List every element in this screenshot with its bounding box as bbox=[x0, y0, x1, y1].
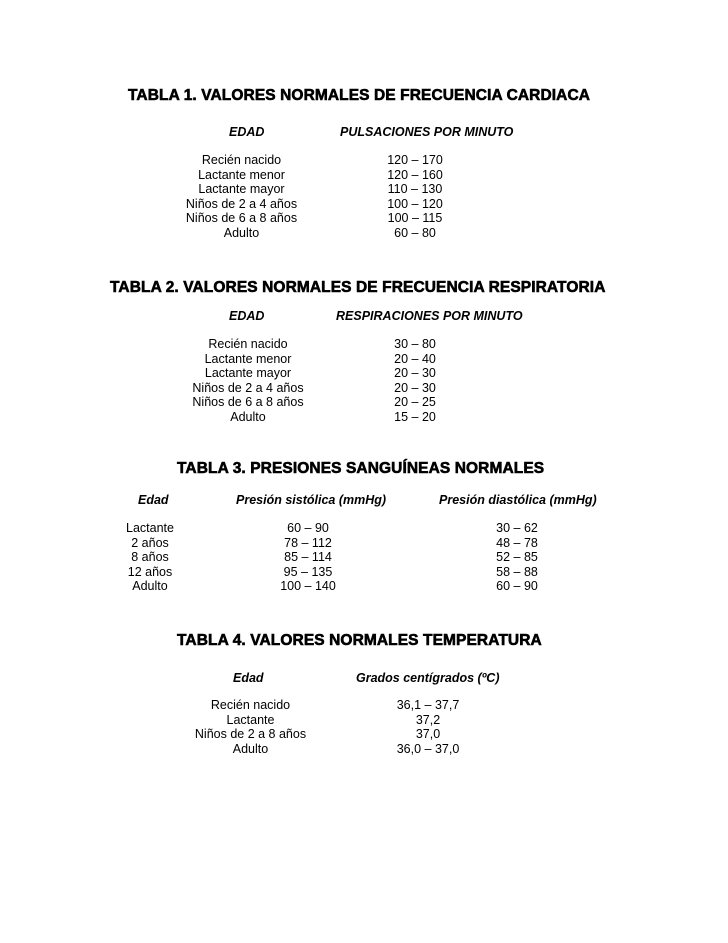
table3-header-edad: Edad bbox=[138, 493, 169, 507]
table-cell: 20 – 25 bbox=[394, 395, 436, 409]
table-cell: 60 – 90 bbox=[287, 521, 329, 535]
table-cell: 48 – 78 bbox=[496, 535, 538, 550]
table4-header-grados: Grados centígrados (ºC) bbox=[356, 671, 500, 685]
table-cell: Adulto bbox=[132, 579, 168, 593]
table-cell: Lactante menor bbox=[204, 351, 292, 366]
table1-col-edad bbox=[180, 153, 303, 240]
table-cell: 60 – 90 bbox=[496, 579, 538, 593]
table-cell: Recién nacido bbox=[208, 337, 288, 351]
table-cell: 20 – 40 bbox=[394, 351, 436, 366]
table-cell: 12 años bbox=[127, 564, 173, 579]
table-cell: Lactante bbox=[126, 521, 174, 535]
table-cell: 78 – 112 bbox=[284, 535, 332, 550]
table-cell: Recién nacido bbox=[201, 153, 282, 167]
table-cell: Lactante mayor bbox=[198, 182, 285, 196]
table4-col-grados bbox=[381, 698, 475, 756]
table-cell: 60 – 80 bbox=[394, 225, 436, 240]
table-cell: 37,0 bbox=[415, 727, 441, 741]
table-cell: Lactante mayor bbox=[204, 366, 292, 380]
table-cell: Adulto bbox=[223, 225, 260, 240]
table2-title: TABLA 2. VALORES NORMALES DE FRECUENCIA RESPIRATORIA bbox=[110, 279, 606, 296]
table3-title: TABLA 3. PRESIONES SANGUÍNEAS NORMALES bbox=[177, 460, 545, 477]
table4-col-edad bbox=[188, 698, 313, 756]
table1-col-pulsaciones bbox=[374, 153, 456, 240]
table-cell: 30 – 62 bbox=[496, 521, 538, 535]
table-cell: 58 – 88 bbox=[496, 564, 538, 579]
table-cell: Adulto bbox=[230, 409, 266, 424]
table-cell: 8 años bbox=[131, 550, 169, 564]
table-cell: 30 – 80 bbox=[394, 337, 436, 351]
table1-title: TABLA 1. VALORES NORMALES DE FRECUENCIA CARDIACA bbox=[128, 87, 591, 104]
table3-col-edad bbox=[110, 521, 190, 594]
table3-header-sistolica: Presión sistólica (mmHg) bbox=[236, 493, 387, 507]
table-cell: Niños de 6 a 8 años bbox=[192, 395, 304, 409]
table-cell: 120 – 170 bbox=[387, 153, 443, 167]
table-cell: 36,0 – 37,0 bbox=[396, 741, 460, 756]
table-cell: 100 – 140 bbox=[280, 579, 336, 593]
table2-col-edad bbox=[186, 337, 310, 424]
table4-header-edad: Edad bbox=[233, 671, 264, 685]
table-cell: Lactante bbox=[226, 712, 275, 727]
table-cell: 95 – 135 bbox=[283, 564, 333, 579]
table-cell: 20 – 30 bbox=[394, 366, 436, 380]
table-cell: 120 – 160 bbox=[387, 167, 443, 182]
table-cell: 15 – 20 bbox=[394, 409, 436, 424]
table2-header-respiraciones: RESPIRACIONES POR MINUTO bbox=[336, 309, 523, 323]
table3-col-diastolica bbox=[477, 521, 557, 594]
table4-title: TABLA 4. VALORES NORMALES TEMPERATURA bbox=[177, 632, 542, 649]
table-cell: Niños de 2 a 4 años bbox=[185, 196, 298, 211]
table-cell: 100 – 120 bbox=[387, 196, 443, 211]
table-cell: 85 – 114 bbox=[284, 550, 332, 564]
table-cell: Niños de 2 a 4 años bbox=[192, 380, 304, 395]
table3-col-sistolica bbox=[268, 521, 348, 594]
table1-header-pulsaciones: PULSACIONES POR MINUTO bbox=[340, 125, 514, 139]
table-cell: 20 – 30 bbox=[394, 380, 436, 395]
table-cell: Niños de 2 a 8 años bbox=[194, 727, 307, 741]
table-cell: Lactante menor bbox=[198, 167, 285, 182]
table1-header-edad: EDAD bbox=[229, 125, 265, 139]
table-cell: Adulto bbox=[232, 741, 269, 756]
table-cell: Niños de 6 a 8 años bbox=[185, 211, 298, 225]
table-cell: 2 años bbox=[131, 535, 169, 550]
table3-header-diastolica: Presión diastólica (mmHg) bbox=[439, 493, 597, 507]
table-cell: 36,1 – 37,7 bbox=[396, 698, 460, 712]
table-cell: 52 – 85 bbox=[496, 550, 538, 564]
table-cell: Recién nacido bbox=[210, 698, 291, 712]
table2-header-edad: EDAD bbox=[229, 309, 265, 323]
table-cell: 37,2 bbox=[415, 712, 441, 727]
table2-col-respiraciones bbox=[375, 337, 455, 424]
table-cell: 100 – 115 bbox=[387, 211, 443, 225]
table-cell: 110 – 130 bbox=[387, 182, 443, 196]
